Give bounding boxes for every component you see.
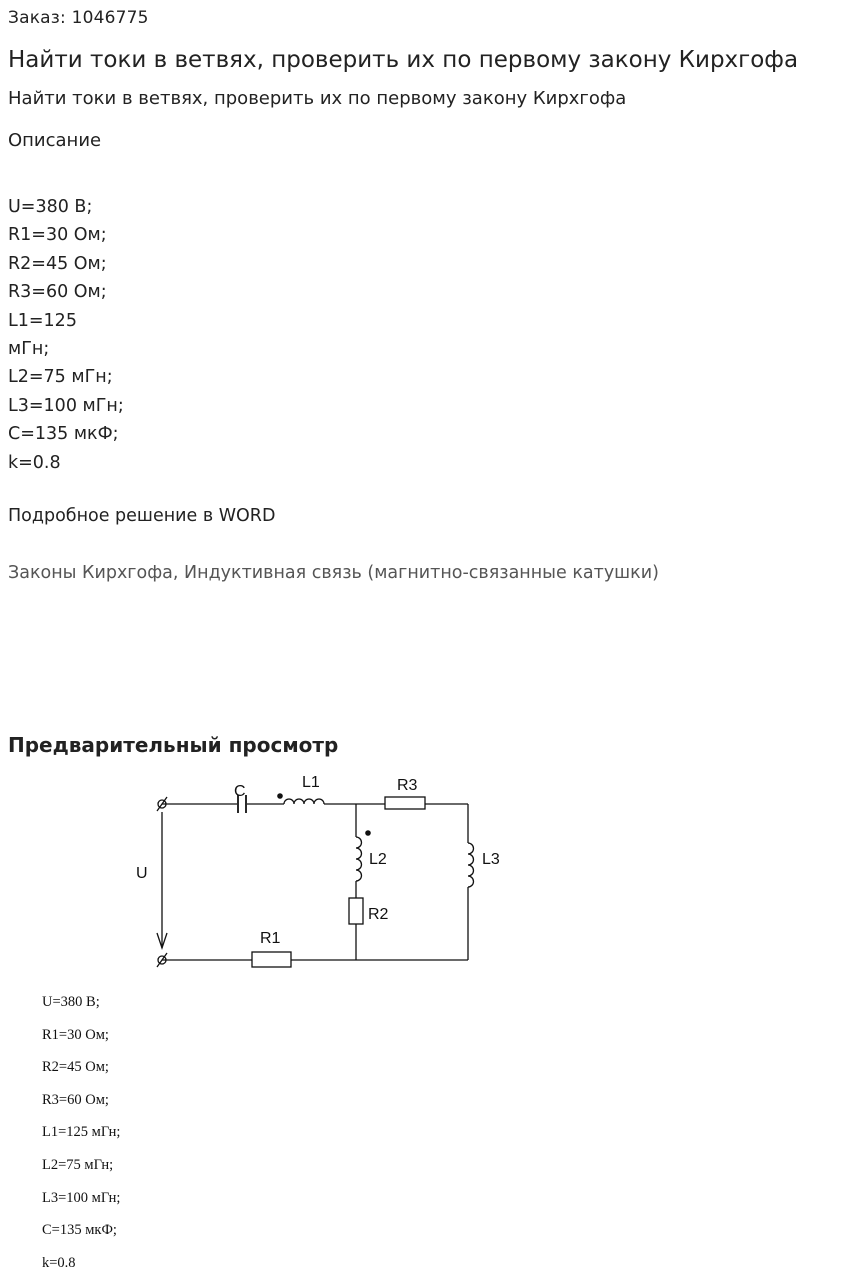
label-l2: L2 xyxy=(369,851,387,868)
tag-separator: , xyxy=(172,563,185,583)
label-r3: R3 xyxy=(397,777,418,794)
solution-note: Подробное решение в WORD xyxy=(8,506,276,526)
label-c: C xyxy=(234,783,246,800)
label-l1: L1 xyxy=(302,774,320,791)
coupling-dot-l2 xyxy=(365,830,371,836)
resistor-r3 xyxy=(385,797,425,809)
param-c: C=135 мкФ; xyxy=(8,424,119,445)
preview-param-u: U=380 В; xyxy=(42,994,100,1010)
label-r1: R1 xyxy=(260,930,281,947)
label-u: U xyxy=(136,865,148,882)
description-heading: Описание xyxy=(8,130,102,151)
param-r2: R2=45 Ом; xyxy=(8,253,107,274)
preview-param-r3: R3=60 Ом; xyxy=(42,1091,109,1108)
preview-param-l3: L3=100 мГн; xyxy=(42,1189,121,1206)
tag-kirchhoff-laws[interactable]: Законы Кирхгофа xyxy=(8,563,173,583)
preview-param-c: C=135 мкФ; xyxy=(42,1222,117,1239)
resistor-r1 xyxy=(252,952,291,967)
preview-param-l2: L2=75 мГн; xyxy=(42,1156,114,1173)
param-r1: R1=30 Ом; xyxy=(8,225,107,246)
page-title: Найти токи в ветвях, проверить их по первому закону Кирхгофа xyxy=(8,47,799,73)
resistor-r2 xyxy=(349,898,363,924)
order-number: Заказ: 1046775 xyxy=(8,8,149,28)
preview-param-r2: R2=45 Ом; xyxy=(42,1059,109,1076)
param-l3: L3=100 мГн; xyxy=(8,395,124,416)
inductor-l1 xyxy=(284,799,324,804)
coupling-dot-l1 xyxy=(277,793,283,799)
page-subtitle: Найти токи в ветвях, проверить их по первому закону Кирхгофа xyxy=(8,88,627,109)
preview-param-l1: L1=125 мГн; xyxy=(42,1124,121,1141)
label-r2: R2 xyxy=(368,906,389,923)
inductor-l2 xyxy=(356,837,362,881)
param-l1: L1=125 xyxy=(8,310,77,331)
label-l3: L3 xyxy=(482,851,500,868)
inductor-l3 xyxy=(468,843,474,887)
param-r3: R3=60 Ом; xyxy=(8,282,107,303)
preview-param-k: k=0.8 xyxy=(42,1254,76,1271)
param-l2: L2=75 мГн; xyxy=(8,367,113,388)
param-k: k=0.8 xyxy=(8,452,61,473)
preview-param-r1: R1=30 Ом; xyxy=(42,1026,109,1043)
preview-parameter-list xyxy=(42,986,120,1279)
preview-heading: Предварительный просмотр xyxy=(8,733,339,757)
param-u: U=380 В; xyxy=(8,197,93,217)
param-l1-unit: мГн; xyxy=(8,339,50,360)
tag-inductive-coupling[interactable]: Индуктивная связь (магнитно-связанные катушки) xyxy=(184,563,659,583)
